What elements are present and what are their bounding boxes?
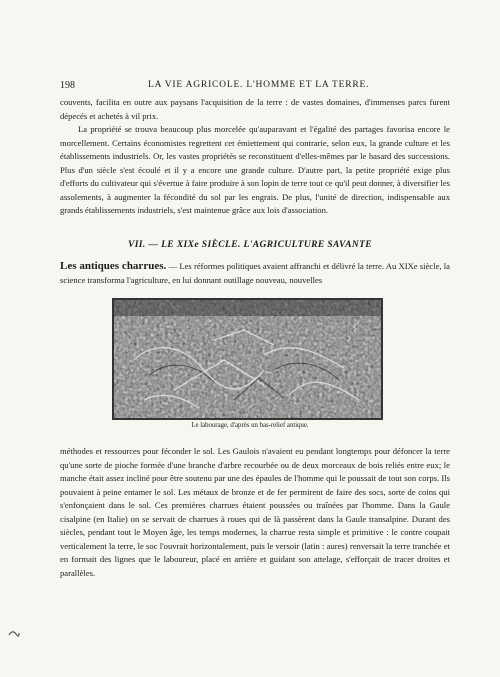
figure-caption: Le labourage, d'après un bas-relief antique. — [191, 422, 309, 429]
page-number: 198 — [60, 80, 75, 91]
bas-relief-illustration — [112, 298, 383, 420]
running-title: LA VIE AGRICOLE. L'HOMME ET LA TERRE. — [148, 80, 370, 90]
intro-paragraph — [60, 260, 450, 287]
subheading: Les antiques charrues. — [60, 260, 167, 272]
bottom-paragraph: méthodes et ressources pour féconder le sol. Les Gaulois n'avaient eu pendant longtemps pour défoncer la terre qu'une sorte de pioche formée d'une branche d'arbre recourbée ou de deux morceaux de bois reliés entre eux; le manche était assez incliné pour être soutenu par une des épaules de l'homme qui le poussait de tout son corps. Ils pouvaient à peine entamer le sol. Les métaux de bronze et de fer permirent de faire des socs, sorte de coins qui s'enfonçaient dans le sol. Ces premières charrues étaient poussées ou traînées par l'homme. Dans la Gaule cisalpine (en Italie) on se servait de charrues à roues qui de là passèrent dans la Gaule transalpine. Durant des siècles, pendant tout le Moyen âge, les temps modernes, la charrue resta simple et primitive : le contre coupait verticalement la terre, le soc l'ouvrait horizontalement, puis le versoir (latin : aures) renversait la terre tranchée et en formait des lignes que le laboureur, placé en arrière et guidant son attelage, s'efforçait de tracer droites et parallèles. — [60, 446, 450, 578]
scan-mark-icon — [8, 630, 20, 638]
section-title: VII. — LE XIXe SIÈCLE. L'AGRICULTURE SAVANTE — [127, 240, 373, 250]
intro-text: — Les réformes politiques avaient affranchi et délivré la terre. Au XIXe siècle, la science transforma l'agriculture, en lui donnant outillage nouveau, nouvelles — [60, 261, 450, 285]
top-text-block — [60, 96, 450, 218]
corner-mark-icon — [8, 630, 20, 641]
paragraph: La propriété se trouva beaucoup plus morcelée qu'auparavant et l'égalité des partages favorisa encore le morcellement. Certains économistes regrettent cet émiettement qui contrarie, selon eux, la grande culture et les établissements industriels. Or, les vastes propriétés se reconstituent d'elles-mêmes par le hasard des successions. Plus d'un siècle s'est écoulé et il y a encore une grande culture. D'autre part, la petite propriété exige plus d'efforts du cultivateur qui s'évertue à faire produire à son lopin de terre tout ce qu'il peut donner, à diversifier les assolements, à augmenter la fécondité du sol par les engrais. De plus, l'unité de direction, indispensable aux grands établissements industriels, s'est maintenue grâce aux lois d'association. — [60, 124, 450, 215]
paragraph: couvents, facilita en outre aux paysans l'acquisition de la terre : de vastes domaines, d'immenses parcs furent dépecés et achetés à vil prix. — [60, 97, 450, 121]
page-header — [60, 80, 440, 94]
engraving-image — [114, 300, 381, 418]
